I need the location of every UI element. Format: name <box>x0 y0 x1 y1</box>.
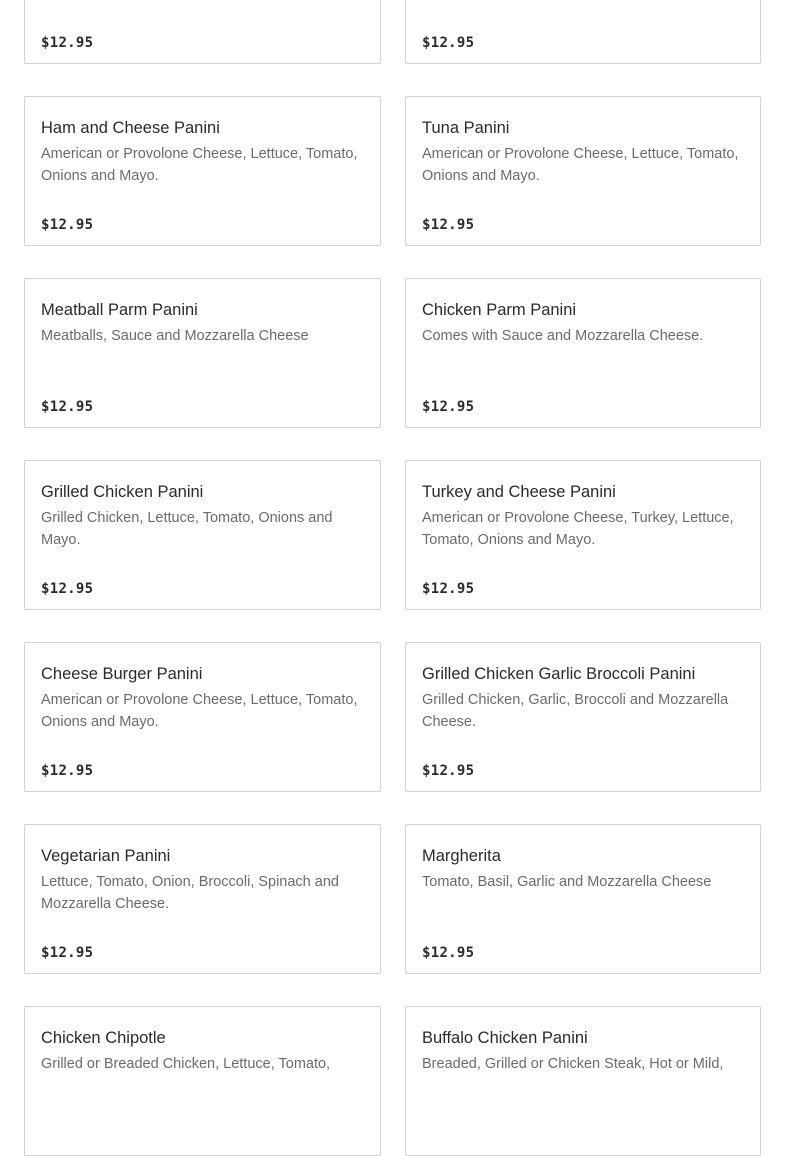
menu-item-card[interactable] <box>24 642 381 792</box>
menu-item-price: $12.95 <box>41 217 94 233</box>
menu-item-name: Ham and Cheese Panini <box>41 119 220 137</box>
menu-item-card[interactable] <box>405 642 761 792</box>
menu-item-price: $12.95 <box>41 35 94 51</box>
menu-item-card[interactable] <box>24 824 381 974</box>
menu-item-name: Tuna Panini <box>422 119 510 137</box>
menu-item-card[interactable] <box>24 1006 381 1156</box>
menu-item-price: $12.95 <box>41 763 94 779</box>
menu-item-price: $12.95 <box>422 945 475 961</box>
menu-item-name: Buffalo Chicken Panini <box>422 1029 588 1047</box>
menu-item-price: $12.95 <box>422 35 475 51</box>
menu-item-price: $12.95 <box>41 945 94 961</box>
menu-item-price: $12.95 <box>41 581 94 597</box>
menu-item-card[interactable] <box>405 1006 761 1156</box>
menu-item-card[interactable] <box>405 96 761 246</box>
menu-item-description: Grilled or Breaded Chicken, Lettuce, Tomato, <box>41 1056 331 1072</box>
menu-item-name: Meatball Parm Panini <box>41 301 198 319</box>
menu-item-name: Grilled Chicken Panini <box>41 483 204 501</box>
menu-item-price: $12.95 <box>422 581 475 597</box>
menu-item-name: Chicken Parm Panini <box>422 301 577 319</box>
menu-item-description: Lettuce, Tomato, Onion, Broccoli, Spinach and Mozzarella Cheese. <box>41 874 339 912</box>
menu-item-card[interactable] <box>24 0 381 64</box>
menu-item-card[interactable] <box>24 278 381 428</box>
menu-item-name: Cheese Burger Panini <box>41 665 203 683</box>
menu-item-card[interactable] <box>405 278 761 428</box>
menu-item-card[interactable] <box>405 460 761 610</box>
menu-item-card[interactable] <box>405 0 761 64</box>
menu-item-description: Grilled Chicken, Garlic, Broccoli and Mozzarella Cheese. <box>422 692 729 730</box>
menu-item-card[interactable] <box>405 824 761 974</box>
menu-item-price: $12.95 <box>422 763 475 779</box>
menu-item-description: Tomato, Basil, Garlic and Mozzarella Cheese <box>422 874 712 890</box>
menu-item-description: Comes with Sauce and Mozzarella Cheese. <box>422 328 704 344</box>
menu-item-description: American or Provolone Cheese, Turkey, Lettuce, Tomato, Onions and Mayo. <box>422 510 734 548</box>
menu-item-card[interactable] <box>24 96 381 246</box>
menu-item-price: $12.95 <box>41 399 94 415</box>
menu-item-description: American or Provolone Cheese, Lettuce, Tomato, Onions and Mayo. <box>41 146 358 184</box>
menu-item-card[interactable] <box>24 460 381 610</box>
menu-item-name: Chicken Chipotle <box>41 1029 166 1047</box>
menu-item-description: American or Provolone Cheese, Lettuce, Tomato, Onions and Mayo. <box>41 692 358 730</box>
menu-item-grid <box>24 0 761 1156</box>
menu-item-price: $12.95 <box>422 399 475 415</box>
menu-item-name: Margherita <box>422 847 501 865</box>
menu-item-description: Meatballs, Sauce and Mozzarella Cheese <box>41 328 309 344</box>
menu-item-name: Turkey and Cheese Panini <box>422 483 616 501</box>
menu-item-description: American or Provolone Cheese, Lettuce, Tomato, Onions and Mayo. <box>422 146 739 184</box>
menu-item-description: Grilled Chicken, Lettuce, Tomato, Onions and Mayo. <box>41 510 333 548</box>
menu-item-price: $12.95 <box>422 217 475 233</box>
menu-item-name: Vegetarian Panini <box>41 847 171 865</box>
menu-item-name: Grilled Chicken Garlic Broccoli Panini <box>422 665 696 683</box>
menu-item-description: Breaded, Grilled or Chicken Steak, Hot or Mild, <box>422 1056 724 1072</box>
